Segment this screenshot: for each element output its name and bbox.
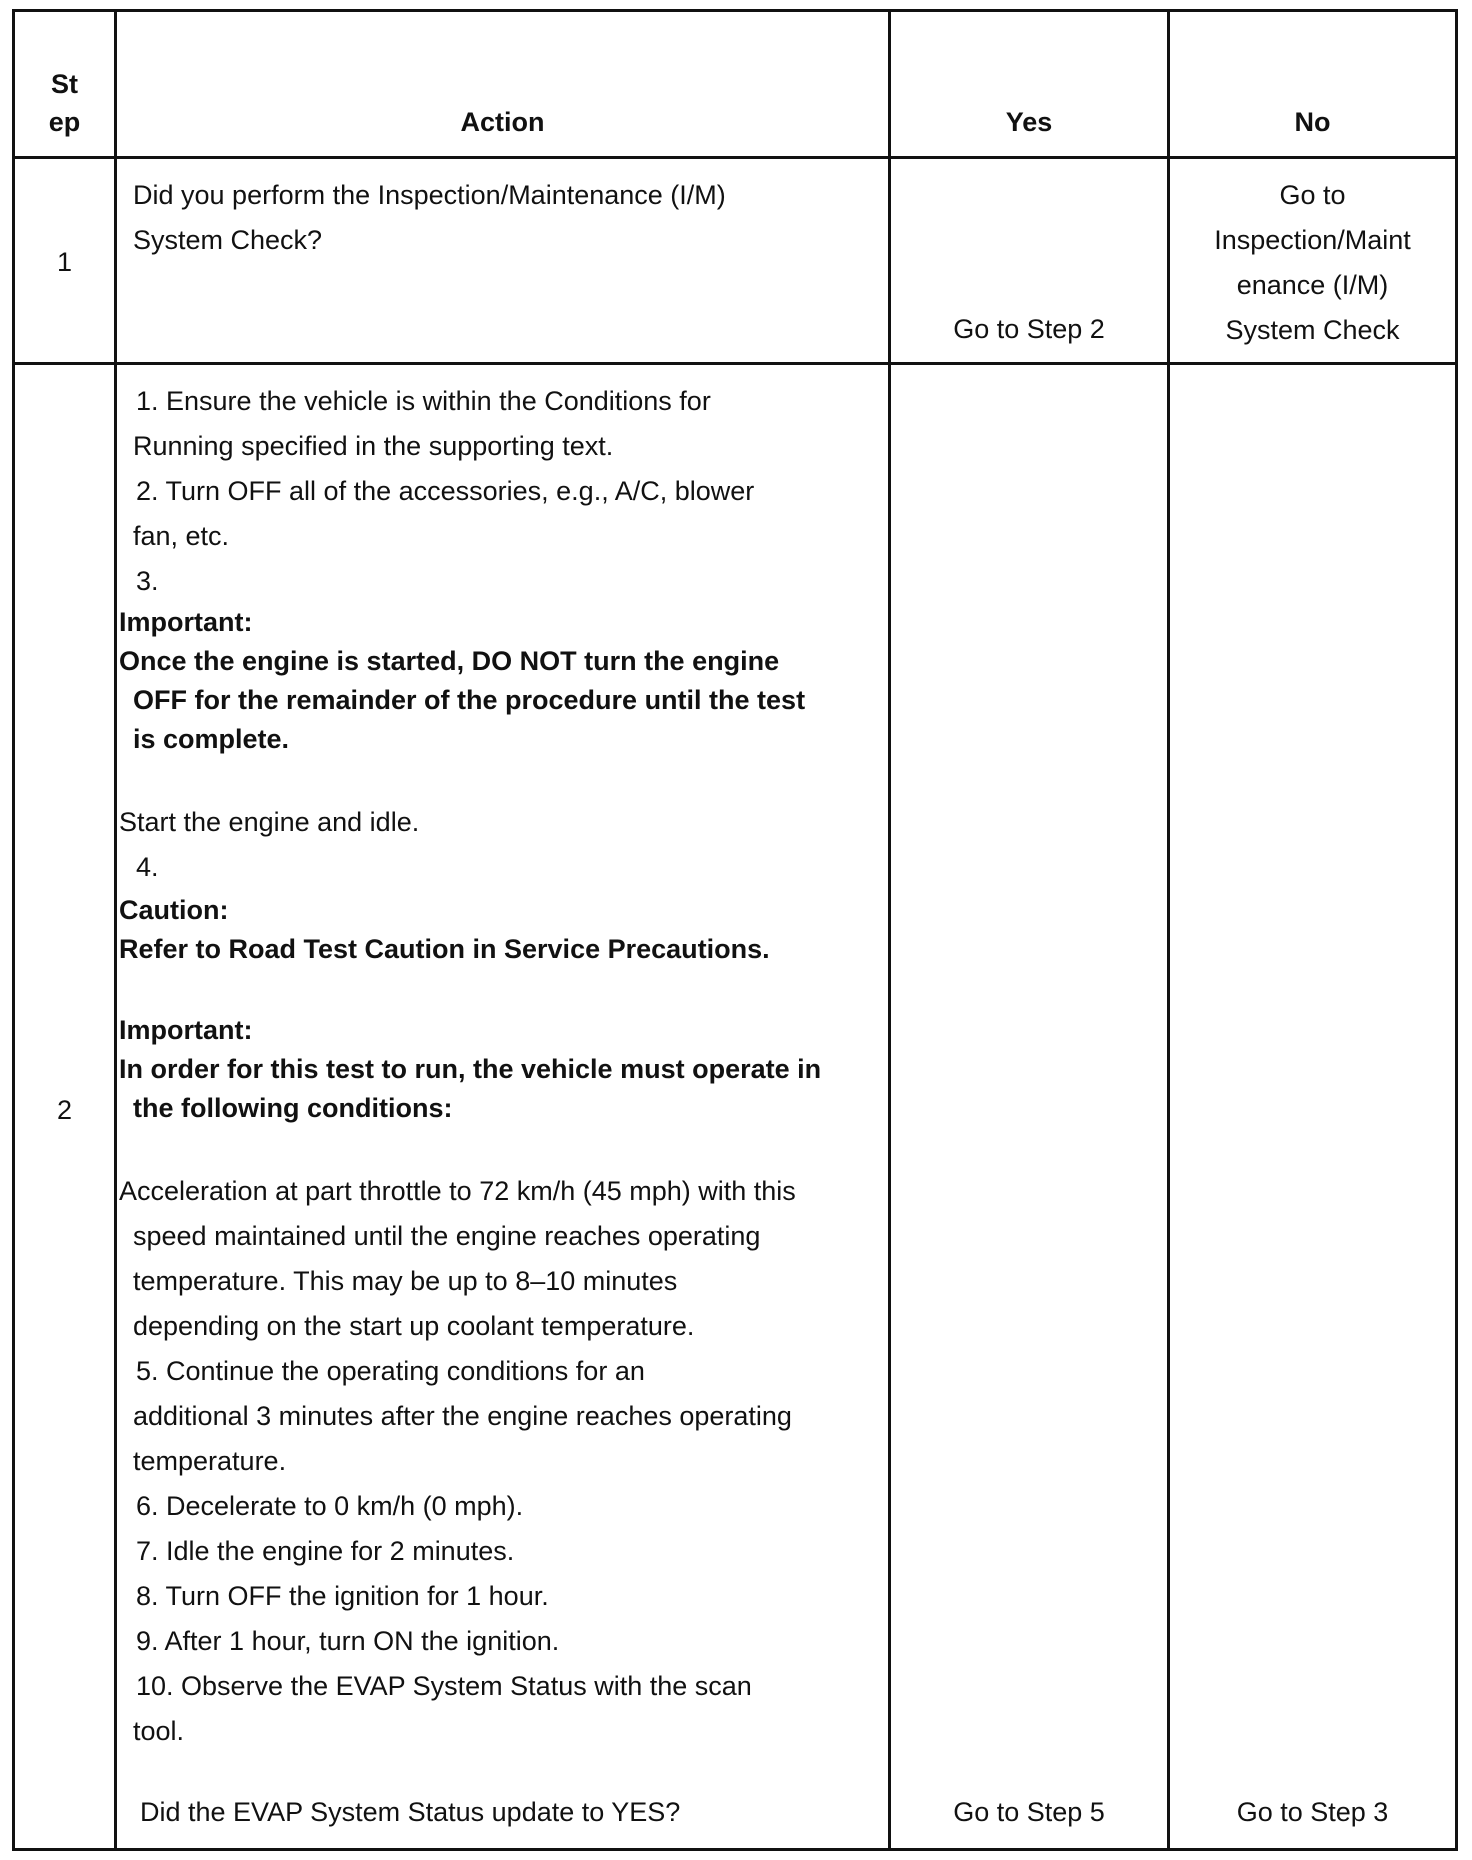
row2-start-engine: Start the engine and idle.: [119, 807, 420, 837]
row1-action-line1: Did you perform the Inspection/Maintenance (I/M): [133, 180, 726, 210]
header-step-line1: St: [51, 69, 78, 99]
row2-yes: Go to Step 5: [953, 1797, 1105, 1827]
important1-line3: is complete.: [133, 724, 290, 754]
important1-line1: Once the engine is started, DO NOT turn the engine: [119, 646, 780, 676]
row2-step: 2: [56, 1095, 73, 1125]
row1-no-line4: System Check: [1225, 315, 1400, 345]
row2-item5-line3: temperature.: [133, 1446, 287, 1476]
row2-item9: 9. After 1 hour, turn ON the ignition.: [136, 1626, 560, 1656]
important2-line2: the following conditions:: [133, 1093, 453, 1123]
row2-item7: 7. Idle the engine for 2 minutes.: [136, 1536, 515, 1566]
row1-step: 1: [56, 247, 73, 277]
header-step-line2: ep: [48, 107, 81, 137]
row2-item10-line2: tool.: [133, 1716, 185, 1746]
caution-text: Refer to Road Test Caution in Service Precautions.: [119, 934, 770, 964]
row1-yes: Go to Step 2: [953, 314, 1105, 344]
column-divider-step: [114, 9, 117, 1851]
row2-accel-line4: depending on the start up coolant temperature.: [133, 1311, 695, 1341]
important1-label: Important:: [119, 607, 253, 637]
row2-item4: 4.: [136, 852, 159, 882]
row-divider: [12, 362, 1458, 365]
important2-line1: In order for this test to run, the vehicle must operate in: [119, 1054, 822, 1084]
row2-accel-line1: Acceleration at part throttle to 72 km/h (45 mph) with this: [119, 1176, 796, 1206]
caution-label: Caution:: [119, 895, 229, 925]
row1-no-line3: enance (I/M): [1236, 270, 1389, 300]
row2-no: Go to Step 3: [1236, 1797, 1389, 1827]
table-border-left: [12, 9, 15, 1851]
header-step: [15, 65, 114, 141]
header-action: Action: [460, 107, 545, 137]
row1-action-line2: System Check?: [133, 225, 323, 255]
row2-item5-line1: 5. Continue the operating conditions for an: [136, 1356, 645, 1386]
row2-item6: 6. Decelerate to 0 km/h (0 mph).: [136, 1491, 524, 1521]
row2-item2-line1: 2. Turn OFF all of the accessories, e.g., A/C, blower: [136, 476, 755, 506]
row2-question: Did the EVAP System Status update to YES?: [140, 1797, 681, 1827]
row2-item3: 3.: [136, 566, 159, 596]
header-no: No: [1294, 107, 1331, 137]
row2-item8: 8. Turn OFF the ignition for 1 hour.: [136, 1581, 549, 1611]
important2-label: Important:: [119, 1015, 253, 1045]
important1-line2: OFF for the remainder of the procedure until the test: [133, 685, 806, 715]
column-divider-action: [888, 9, 891, 1851]
row2-item5-line2: additional 3 minutes after the engine reaches operating: [133, 1401, 792, 1431]
header-yes: Yes: [1005, 107, 1053, 137]
header-divider: [12, 156, 1458, 159]
row1-no-line2: Inspection/Maint: [1214, 225, 1411, 255]
row2-item2-line2: fan, etc.: [133, 521, 230, 551]
row1-no: [1170, 173, 1455, 353]
table-border-right: [1455, 9, 1458, 1851]
row2-item1-line1: 1. Ensure the vehicle is within the Conditions for: [136, 386, 711, 416]
table-border-bottom: [12, 1848, 1458, 1851]
row2-accel-line2: speed maintained until the engine reaches operating: [133, 1221, 761, 1251]
row2-item10-line1: 10. Observe the EVAP System Status with the scan: [136, 1671, 752, 1701]
row1-no-line1: Go to: [1279, 180, 1346, 210]
row2-accel-line3: temperature. This may be up to 8–10 minutes: [133, 1266, 678, 1296]
table-border-top: [12, 9, 1458, 12]
row2-item1-line2: Running specified in the supporting text.: [133, 431, 614, 461]
